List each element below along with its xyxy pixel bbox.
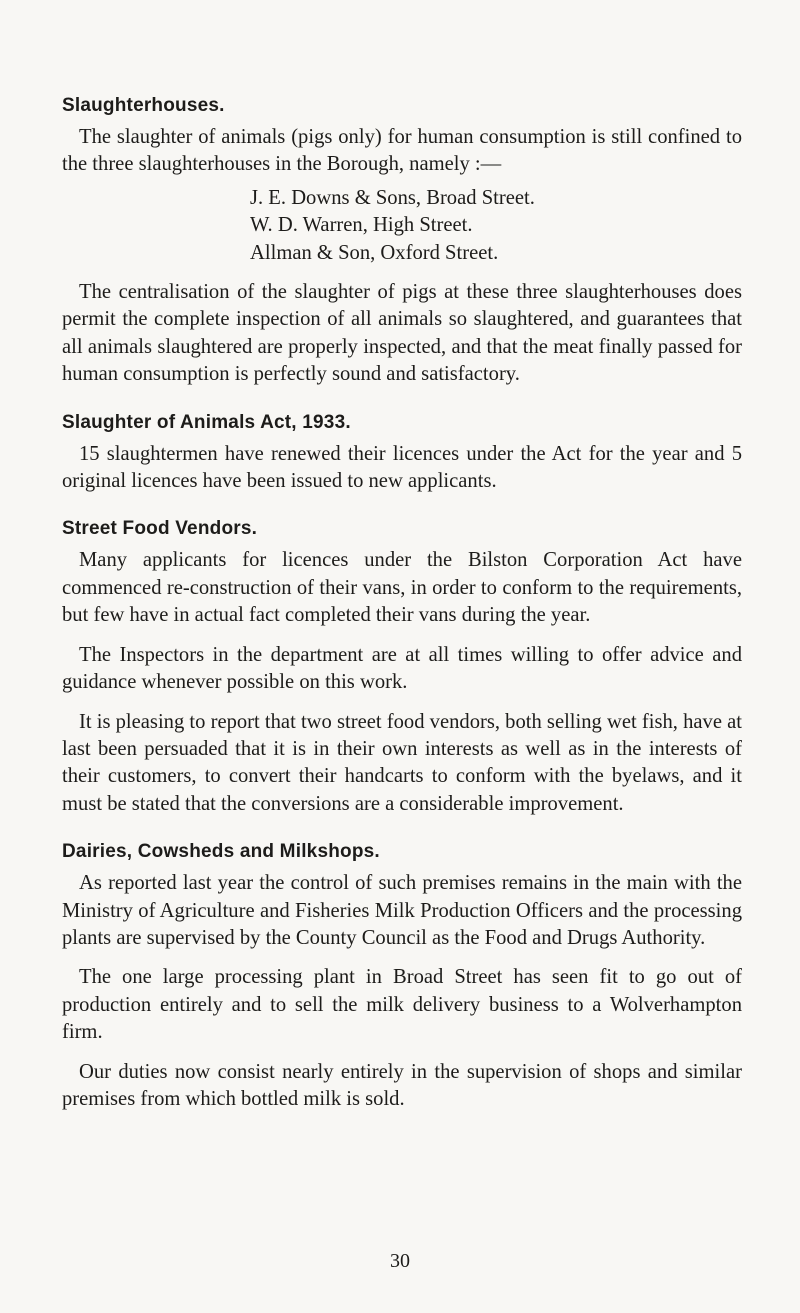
page-number: 30 — [390, 1250, 410, 1272]
paragraph: The Inspectors in the department are at all times willing to offer advice and guidance whenever possible on this work. — [62, 643, 742, 694]
paragraph: Many applicants for licences under the Bilston Corporation Act have commenced re-construction of their vans, in order to conform to the requirements, but few have in actual fact completed their vans during the year. — [62, 549, 742, 627]
paragraph: It is pleasing to report that two street food vendors, both selling wet fish, have at last been persuaded that it is in their own interests as well as in the interests of their customers, to convert their handcarts to conform with the byelaws, and it must be stated that the conversions are a considerable improvement. — [62, 710, 742, 815]
paragraph: As reported last year the control of such premises remains in the main with the Ministry of Agriculture and Fisheries Milk Production Officers and the processing plants are supervised by the County Council as the Food and Drugs Authority. — [62, 872, 742, 949]
paragraph: The slaughter of animals (pigs only) for human consumption is still confined to the three slaughterhouses in the Borough, namely :— — [62, 126, 742, 176]
section-heading-dairies: Dairies, Cowsheds and Milkshops. — [62, 841, 380, 863]
section-heading-slaughterhouses: Slaughterhouses. — [62, 95, 225, 116]
list-item: W. D. Warren, High Street. — [250, 214, 473, 237]
paragraph: The one large processing plant in Broad Street has seen fit to go out of production entirely and to sell the milk delivery business to a Wolverhampton firm. — [62, 966, 742, 1044]
section-heading-slaughter-act: Slaughter of Animals Act, 1933. — [62, 411, 351, 433]
paragraph: The centralisation of the slaughter of pigs at these three slaughterhouses does permit the complete inspection of all animals so slaughtered, and guarantees that all animals slaughtered are properly inspected, and that the meat finally passed for human consumption is perfectly sound and satisfactory. — [62, 281, 742, 386]
slaughterhouse-list — [62, 185, 742, 267]
list-item: Allman & Son, Oxford Street. — [250, 241, 499, 264]
paragraph: 15 slaughtermen have renewed their licences under the Act for the year and 5 original licences have been issued to new applicants. — [62, 442, 742, 493]
list-item: J. E. Downs & Sons, Broad Street. — [250, 186, 535, 209]
section-heading-street-food-vendors: Street Food Vendors. — [62, 518, 258, 540]
paragraph: Our duties now consist nearly entirely in the supervision of shops and similar premises from which bottled milk is sold. — [62, 1060, 742, 1110]
document-page — [62, 92, 742, 1113]
